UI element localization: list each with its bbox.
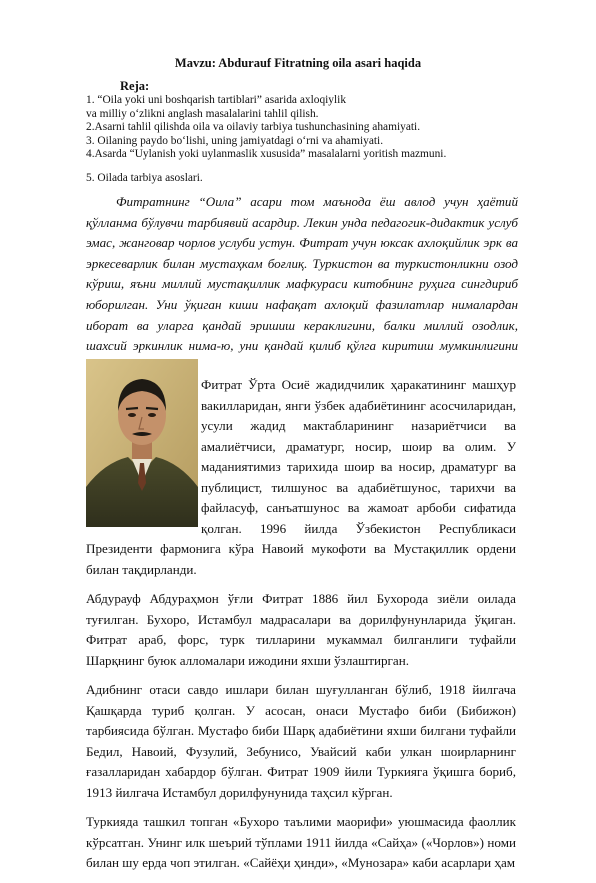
plan-item: va milliy o‘zlikni anglash masalalarini tahlil qilish. bbox=[86, 107, 319, 120]
plan-heading: Reja: bbox=[120, 79, 150, 93]
plan-item: 3. Oilaning paydo bo‘lishi, uning jamiyatdagi o‘rni va ahamiyati. bbox=[86, 134, 384, 147]
bio-paragraph: Туркияда ташкил топган «Бухоро таълими маорифи» уюшмасида фаоллик кўрсатган. Унинг илк шеърий тўплами 1911 йилда «Сайҳа» («Чорлов») номи билан шу ерда чоп этилган. «Сайёҳи ҳинди», «Мунозара» каби асарлари ҳам bbox=[86, 814, 516, 870]
portrait-spacer bbox=[86, 375, 201, 521]
bio-paragraph: Абдурауф Абдураҳмон ўғли Фитрат 1886 йил Бухорода зиёли оилада туғилган. Бухоро, Истамбул мадрасалари ва дорилфунунларида ўқиган. Фитрат араб, форс, турк тилларини мукаммал билганлиги туфайли Шарқнинг буюк алломалари ижодини яхши ўзлаштирган. bbox=[86, 591, 516, 668]
intro-paragraph: Фитратнинг “Оила” асари том маънода ёш авлод учун ҳаётий қўлланма бўлувчи тарбиявий асардир. Лекин унда педагогик-дидактик услуб эмас, жанговар чорлов услуби устун. Фитрат учун юксак ахлоқийлик эрк ва эркесеварлик билан мустаҳкам боғлиқ. Туркистон ва туркистонликни озод кўриш, яъни миллий мустақиллик мафкураси китобнинг руҳига сингдириб юборилган. Уни ўқиган киши нафақат ахлоқий фазилатлар нималардан иборат ва уларга қандай эришиш кераклигини, балки миллий озодлик, шахсий эркинлик нима-ю, уни қандай қилиб қўлга киритиш мумкинлигини bbox=[86, 194, 518, 354]
plan-item: 4.Asarda “Uylanish yoki uylanmaslik xususida” masalalarni yoritish mazmuni. bbox=[86, 148, 447, 161]
plan-list bbox=[86, 94, 556, 162]
plan-item: 2.Asarni tahlil qilishda oila va oilaviy tarbiya tushunchasining ahamiyati. bbox=[86, 121, 421, 134]
document-title: Mavzu: Abdurauf Fitratning oila asari haqida bbox=[174, 56, 422, 70]
plan-item: 1. “Oila yoki uni boshqarish tartiblari” asarida axloqiylik bbox=[86, 94, 347, 106]
section-heading: 5. Oilada tarbiya asoslari. bbox=[86, 172, 203, 184]
biography-text bbox=[86, 375, 516, 883]
bio-paragraph: Фитрат Ўрта Осиё жадидчилик ҳаракатининг машҳур вакилларидан, янги ўзбек адабиётининг асосчиларидан, усули жадид мактабларининг назариётчиси ва амалиётчиси, драматург, носир, шоир ва олим. У маданиятимиз тарихида шоир ва носир, драматург ва публицист, тилшунос ва адабиётшунос, тарихчи ва файласуф, санъатшунос ва жамоат арбоби сифатида қолган. 1996 йилда Ўзбекистон Республикаси Президенти фармонига кўра Навоий мукофоти ва Мустақиллик ордени билан тақдирланди. bbox=[86, 377, 516, 577]
bio-paragraph: Адибнинг отаси савдо ишлари билан шуғулланган бўлиб, 1918 йилгача Қашқарда туриб қолган. У асосан, онаси Мустафо биби (Бибижон) тарбиясида бўлган. Мустафо биби Шарқ адабиётини яхши билгани туфайли Бедил, Навоий, Фузулий, Зебунисо, Увайсий каби улкан шоирларнинг ғазалларидан хабардор бўлган. Фитрат 1909 йили Туркияга ўқишга бориб, 1913 йилгача Истамбул дорилфунунида таҳсил кўрган. bbox=[86, 682, 516, 800]
